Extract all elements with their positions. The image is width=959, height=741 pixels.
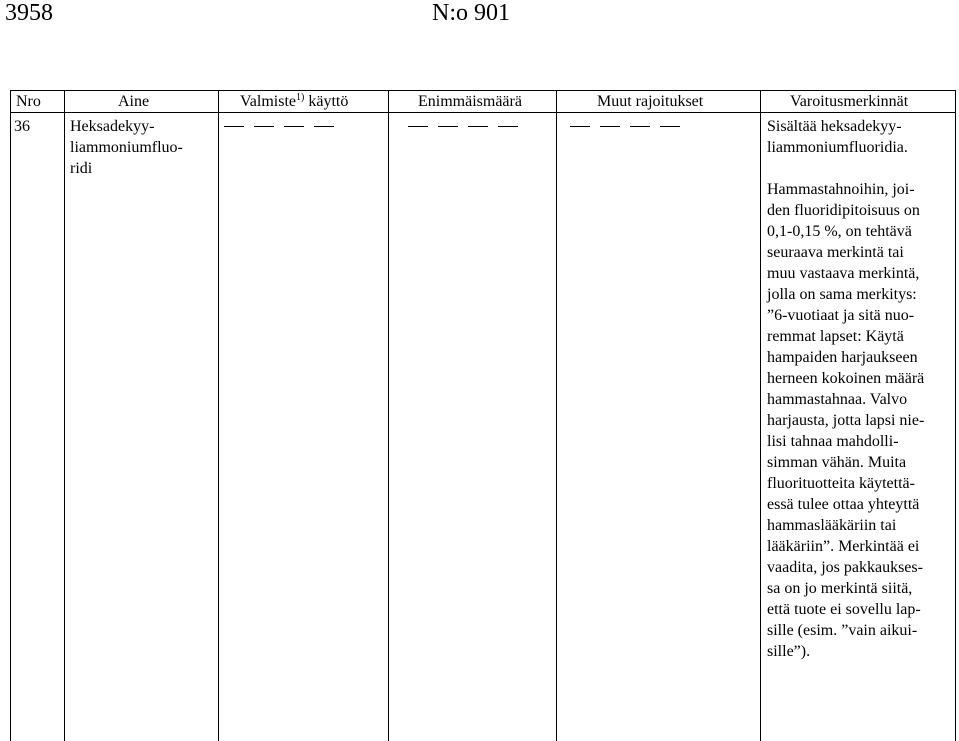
warning-line: Sisältää heksadekyy- [767, 118, 902, 135]
warning-line: ”6-vuotiaat ja sitä nuo- [767, 307, 915, 324]
warning-line: hampaiden harjaukseen [767, 349, 918, 366]
column-divider-enimmaismaara-muut [556, 90, 557, 741]
header-valmiste [240, 92, 348, 111]
warning-line: lisi tahnaa mahdolli- [767, 433, 899, 450]
column-divider-nro-aine [64, 90, 65, 741]
cell-varoitusmerkinnat [767, 116, 924, 662]
header-valmiste-label: Valmiste [240, 93, 296, 110]
header-valmiste-suffix: käyttö [308, 93, 349, 110]
table-top-rule [10, 90, 955, 91]
table-header-rule [10, 112, 955, 113]
warning-line: fluorituotteita käytettä- [767, 475, 915, 492]
cell-aine-line: ridi [70, 160, 93, 177]
header-nro: Nro [16, 93, 41, 110]
table-left-border [10, 90, 11, 741]
warning-line: sille”). [767, 643, 811, 660]
warning-line: muu vastaava merkintä, [767, 265, 920, 282]
warning-line: seuraava merkintä tai [767, 244, 904, 261]
warning-line: hammaslääkäriin tai [767, 517, 897, 534]
warning-line: liammoniumfluoridia. [767, 139, 908, 156]
header-varoitusmerkinnat: Varoitusmerkinnät [790, 93, 909, 110]
warning-line: vaadita, jos pakkaukses- [767, 559, 923, 576]
warning-line: että tuote ei sovellu lap- [767, 601, 921, 618]
warning-blank-line [767, 158, 924, 179]
header-muut-rajoitukset: Muut rajoitukset [597, 93, 704, 110]
cell-nro: 36 [14, 118, 30, 135]
cell-aine-line: Heksadekyy- [70, 118, 155, 135]
cell-muut-rajoitukset-empty-dash [570, 126, 680, 127]
column-divider-aine-valmiste [218, 90, 219, 741]
table-right-border [955, 90, 956, 741]
warning-line: simman vähän. Muita [767, 454, 907, 471]
warning-line: lääkäriin”. Merkintää ei [767, 538, 920, 555]
cell-aine [70, 116, 183, 179]
warning-line: sa on jo merkintä siitä, [767, 580, 913, 597]
column-divider-valmiste-enimmaismaara [388, 90, 389, 741]
header-valmiste-footnote: 1) [296, 92, 305, 103]
cell-valmiste-empty-dash [224, 126, 334, 127]
publication-number: N:o 901 [432, 0, 510, 26]
cell-aine-line: liammoniumfluo- [70, 139, 183, 156]
warning-line: sille (esim. ”vain aikui- [767, 622, 918, 639]
warning-line: den fluoridipitoisuus on [767, 202, 920, 219]
warning-line: herneen kokoinen määrä [767, 370, 925, 387]
warning-line: 0,1-0,15 %, on tehtävä [767, 223, 912, 240]
warning-line: remmat lapset: Käytä [767, 328, 904, 345]
cell-enimmaismaara-empty-dash [408, 126, 518, 127]
warning-line: hammastahnaa. Valvo [767, 391, 908, 408]
warning-line: essä tulee ottaa yhteyttä [767, 496, 920, 513]
header-enimmaismaara: Enimmäismäärä [418, 93, 522, 110]
column-divider-muut-varoitus [760, 90, 761, 741]
warning-line: harjausta, jotta lapsi nie- [767, 412, 925, 429]
page-number: 3958 [5, 0, 53, 26]
header-aine: Aine [118, 93, 150, 110]
warning-line: Hammastahnoihin, joi- [767, 181, 915, 198]
warning-line: jolla on sama merkitys: [767, 286, 917, 303]
